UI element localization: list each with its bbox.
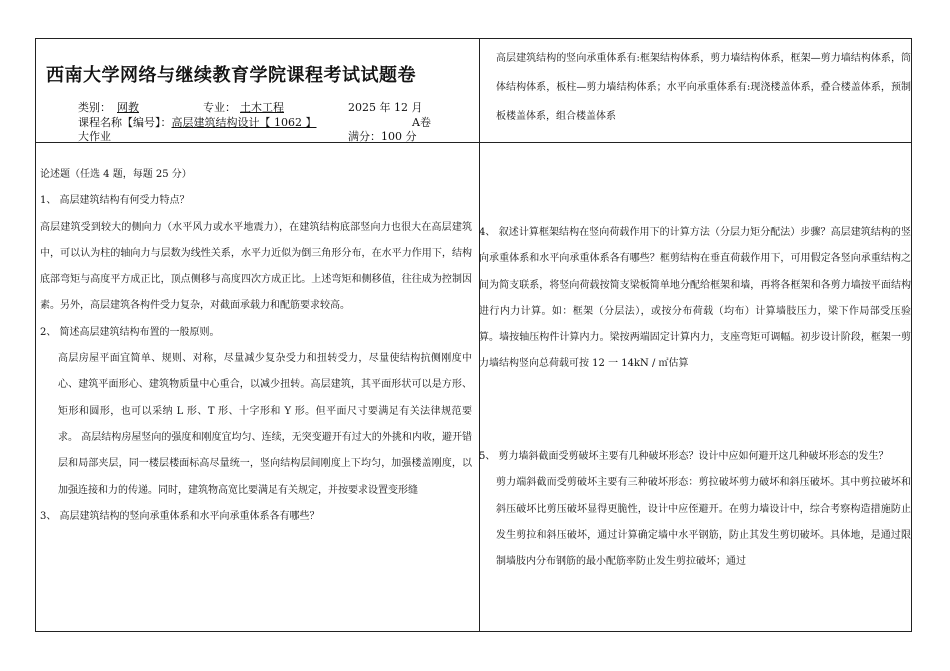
category-value: 网教: [117, 101, 139, 114]
category-field: [78, 99, 145, 115]
answer-2: 高层房屋平面宜简单、规则、对称，尽量减少复杂受力和扭转受力，尽量使结构抗侧刚度中心、建筑平面形心、建筑物质量中心重合，以减少扭转。高层建筑，其平面形状可以是方形、矩形和圆形，也可以采纳 L 形、T 形、十字形和 Y 形。但平面尺寸要满足有关法律规范要求。 高层结构房屋竖向的强度和刚度宜均匀、连续，无突变避开有过大的外挑和内收，避开错层和局部夹层，同一楼层楼面标高尽量统一，竖向结构层间刚度上下均匀，加强楼盖刚度，以加强连接和力的传递。同时，建筑物高宽比要满足有关规定，并按要求设置变形缝: [58, 353, 472, 496]
course-field: [78, 114, 317, 130]
major-value: 土木工程: [240, 101, 284, 114]
category-label: 类别：: [78, 101, 111, 114]
question-1: 1、 高层建筑结构有何受力特点？: [40, 195, 190, 207]
question-4-text: 4、 叙述计算框架结构在竖向荷载作用下的计算方法（分层力矩分配法）步骤？高层建筑结构的竖向承重体系和水平向承重体系各有哪些？框剪结构在垂直荷载作用下，可用假定各竖向承重结构之间为简支联系，将竖向荷载按简支梁板简单地分配给框架和墙，再将各框架和各剪力墙按平面结构进行内力计算。如：框架（分层法），或按分布荷载（均布）计算墙肢压力，梁下作局部受压验算。墙按轴压构件计算内力。梁按两端固定计算内力，支座弯矩可调幅。初步设计阶段，框架一剪力墙结构竖向总荷载可按 12 一 14kN / ㎡估算: [479, 227, 911, 370]
major-label: 专业：: [203, 101, 236, 114]
header-divider: [35, 142, 912, 143]
major-field: [203, 99, 288, 115]
course-label: 课程名称【编号】：: [78, 116, 172, 129]
left-column: [40, 162, 472, 530]
assignment-type: 大作业: [78, 130, 111, 143]
question-3: 3、 高层建筑结构的竖向承重体系和水平向承重体系各有哪些？: [40, 510, 320, 522]
exam-date: 2025 年 12 月: [348, 101, 423, 114]
question-5: 5、 剪力墙斜截面受剪破坏主要有几种破坏形态？设计中应如何避开这几种破坏形态的发生？: [479, 451, 889, 462]
section-intro: 论述题（任选 4 题，每题 25 分）: [40, 169, 192, 180]
answer-5: 剪力端斜截而受剪破坏主要有三种破坏形态：剪拉破坏剪力破坏和斜压破坏。其中剪拉破坏和斜压破坏比剪压破坏显得更脆性，设计中应侄避开。在剪力墙设计中，综合考察构造措施防止发生剪拉和斜压破坏，通过计算确定墙中水平钢筋，防止其发生剪切破坏。具体地，是通过限制墙肢内分布钢筋的最小配筋率防止发生剪拉破坏；通过: [496, 477, 911, 568]
exam-title: 西南大学网络与继续教育学院课程考试试题卷: [46, 65, 416, 86]
course-value: 高层建筑结构设计【 1062 】: [171, 116, 317, 129]
answer-3: 高层建筑结构的竖向承重体系有:框架结构体系，剪力墙结构体系，框架—剪力墙结构体系，筒体结构体系，板柱—剪力墙结构体系；水平向承重体系有:现浇楼盖体系，叠合楼盖体系，预制板楼盖体系，组合楼盖体系: [496, 53, 911, 122]
question-5-block: [479, 444, 911, 575]
question-2: 2、 简述高层建筑结构布置的一般原则。: [40, 326, 220, 338]
full-score: 满分：100 分: [348, 130, 417, 143]
question-4: [479, 220, 911, 378]
answer-1: 高层建筑受到较大的侧向力（水平风力或水平地震力），在建筑结构底部竖向力也很大在高层建筑中，可以认为柱的轴向力与层数为线性关系，水平力近似为倒三角形分布，在水平力作用下，结构底部弯矩与高度平方成正比，顶点侧移与高度四次方成正比。上述弯矩和侧移值，往往成为控制因素。另外，高层建筑各构件受力复杂，对截面承载力和配筋要求较高。: [40, 221, 472, 312]
paper-type: A卷: [412, 116, 431, 129]
